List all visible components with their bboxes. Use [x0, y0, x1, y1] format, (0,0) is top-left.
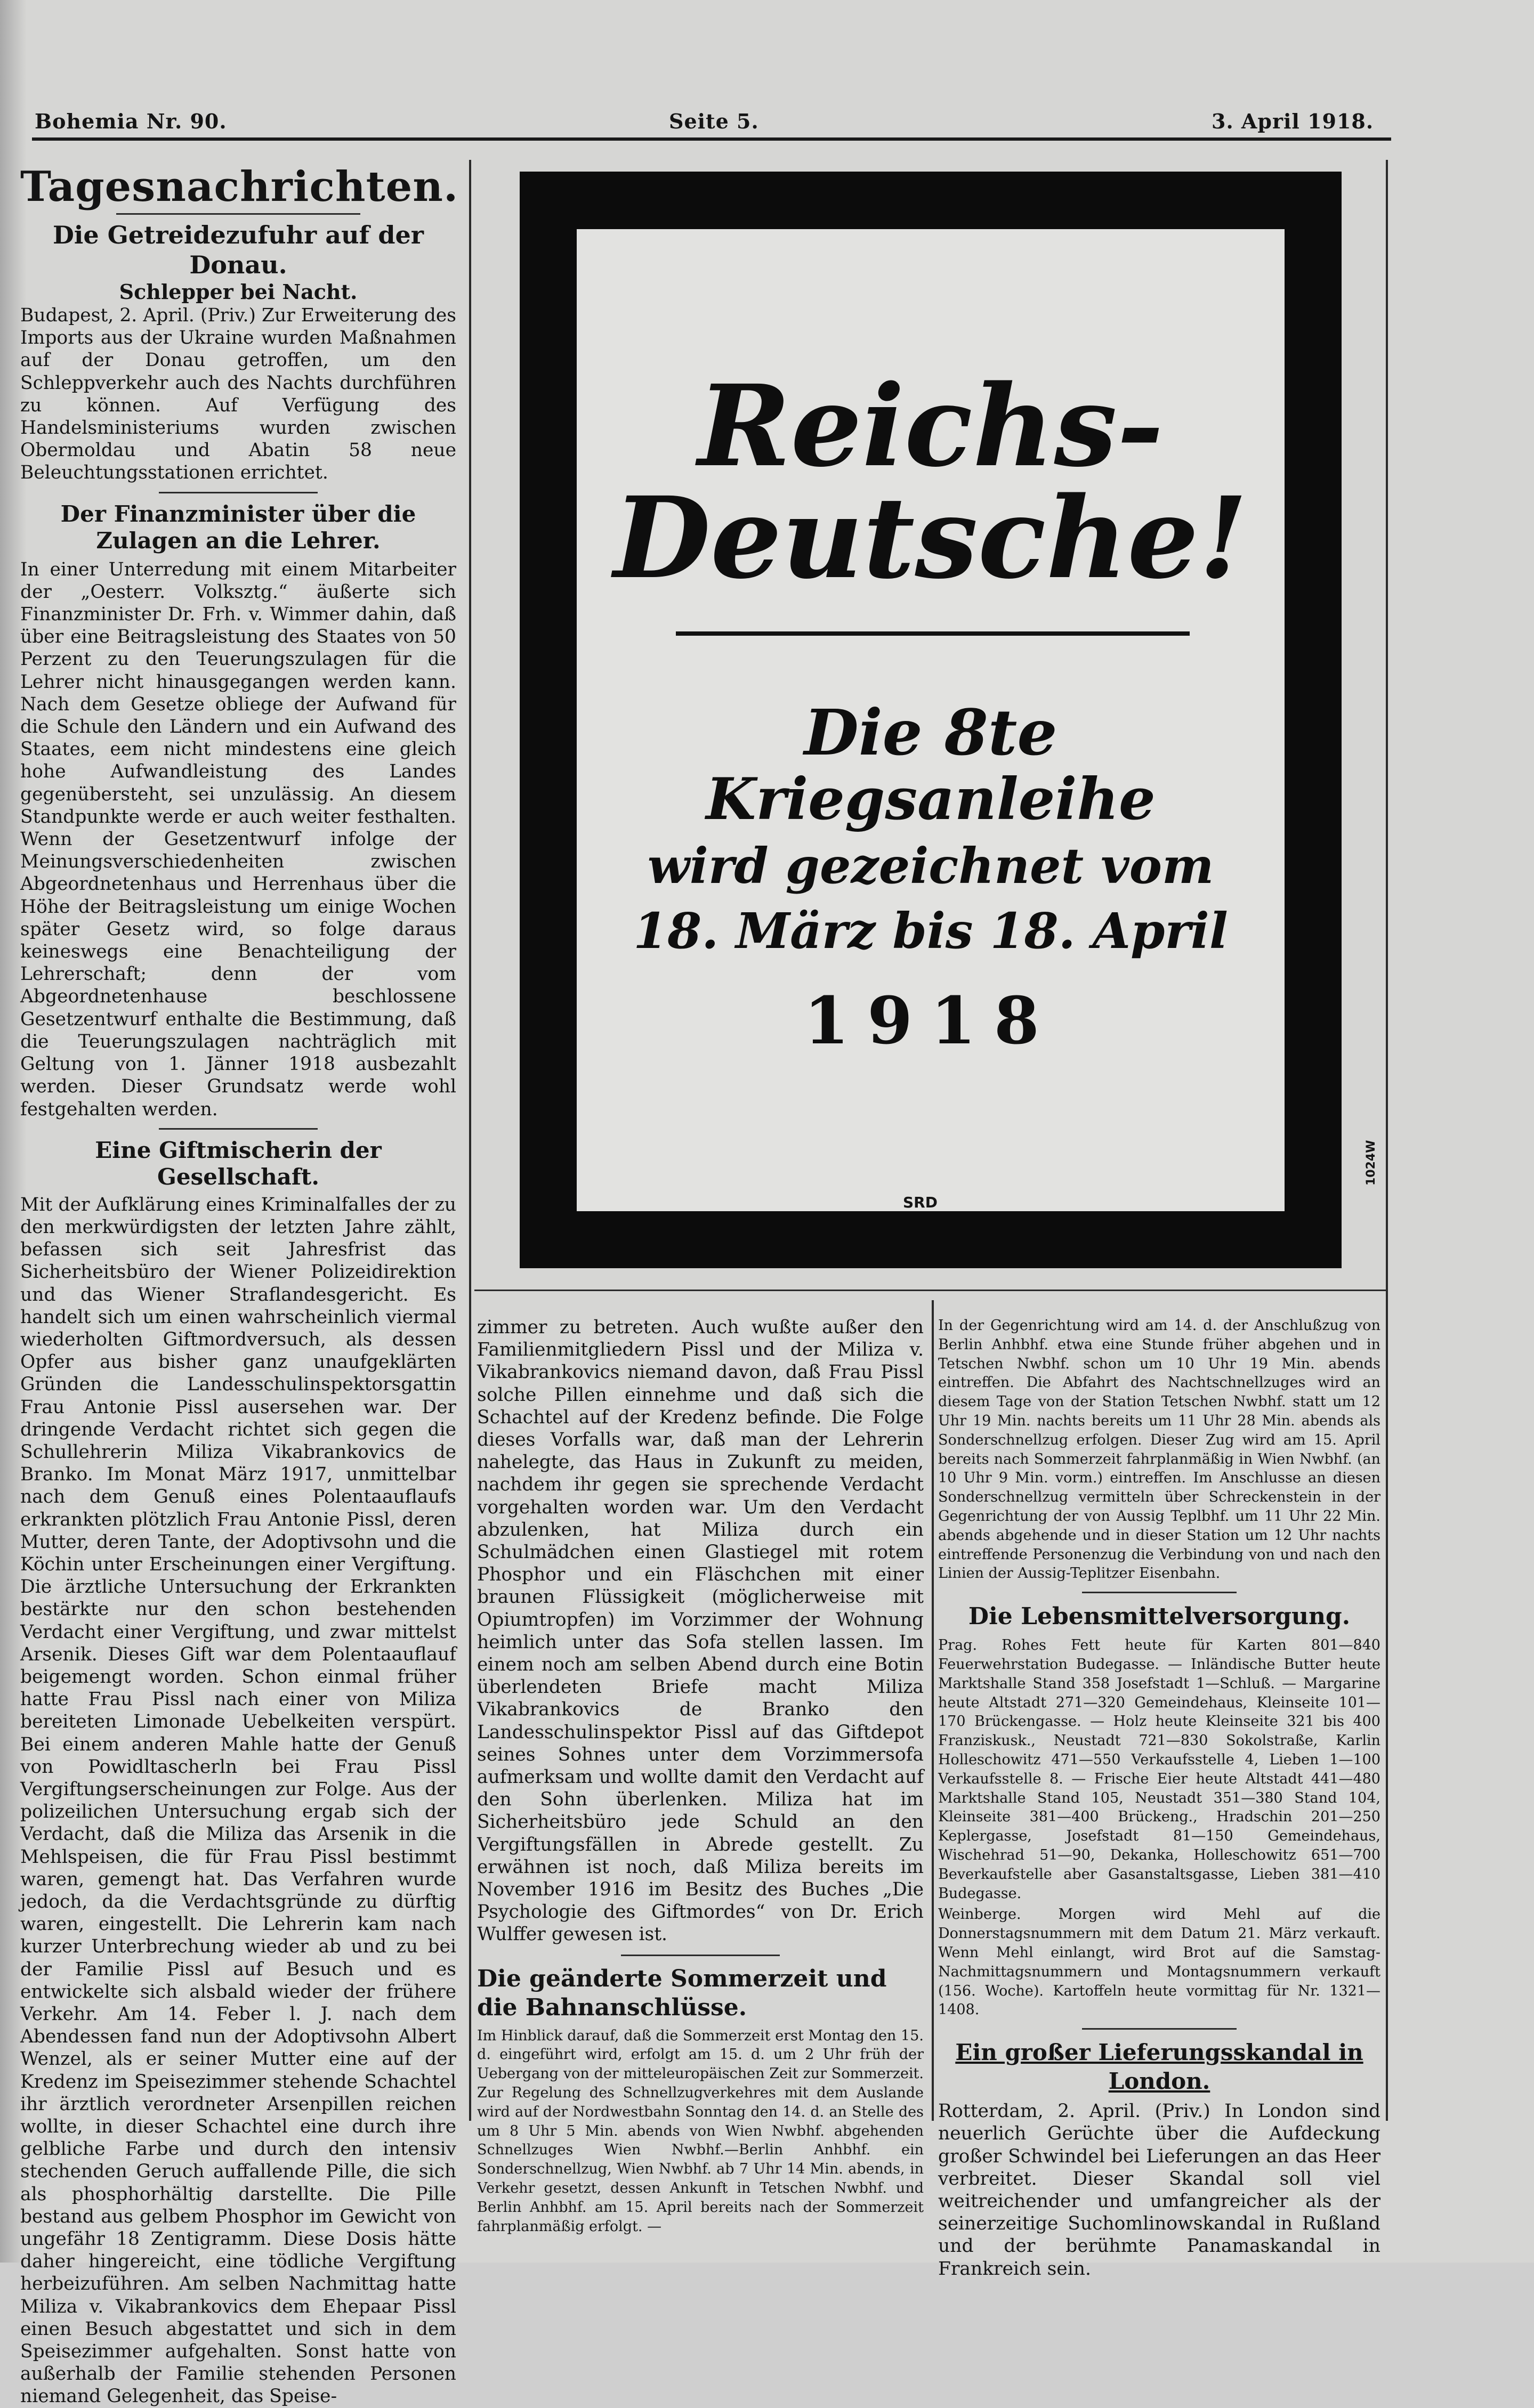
ad-line-3: Die 8te [804, 695, 1057, 769]
article-5-title: Die Lebensmittelversorgung. [968, 1603, 1351, 1631]
article-rule [159, 492, 318, 493]
article-3-body: Mit der Aufklärung eines Kriminalfalles der zu den merkwürdigsten der letzten Jahre zählt, befassen sich seit Jahresfrist das Sicherheitsbüro der Wiener Polizeidirektion und das Wiener Straflandesgericht. Es handelt sich um einen wahrscheinlich viermal wiederholten Giftmordversuch, als dessen Opfer aus bisher ganz unaufgeklärten Gründen die Landesschulinspektorsgattin Frau Antonie Pissl ausersehen war. Der dringende Verdacht richtet sich gegen die Schullehrerin Miliza Vikabrankovics de Branko. Im Monat März 1917, unmittelbar nach dem Genuß eines Polentaauflaufs erkrankten plötzlich Frau Antonie Pissl, deren Mutter, deren Tante, der Adoptivsohn und die Köchin unter Erscheinungen einer Vergiftung. Die ärztliche Untersuchung der Erkrankten bestärkte nur den schon bestehenden Verdacht einer Vergiftung, und zwar mittelst Arsenik. Dieses Gift war dem Polentaauflauf beigemengt worden. Schon einmal früher hatte Frau Pissl nach einer von Miliza bereiteten Limonade Uebelkeiten verspürt. Bei einem anderen Mahle hatte der Genuß von Powidltascherln bei Frau Pissl Vergiftungserscheinungen zur Folge. Aus der polizeilichen Untersuchung ergab sich der Verdacht, daß die Miliza das Arsenik in die Mehlspeisen, die für Frau Pissl bestimmt waren, gemengt hat. Das Verfahren wurde jedoch, da die Verdachtsgründe zu dürftig waren, eingestellt. Die Lehrerin kam nach kurzer Unterbrechung wieder ab und zu bei der Familie Pissl auf Besuch und es entwickelte sich alsbald wieder der frühere Verkehr. Am 14. Feber l. J. nach dem Abendessen fand nun der Adoptivsohn Albert Wenzel, als er seiner Mutter eine auf der Kredenz im Speisezimmer stehende Schachtel ihr ärztlich verordneter Arsenpillen reichen wollte, in dieser Schachtel eine durch ihre gelbliche Farbe und durch den intensiv stechenden Geruch auffallende Pille, die sich als phosphorhältig darstellte. Die Pille bestand aus gelbem Phosphor im Gewicht von ungefähr 18 Zentigramm. Diese Dosis hätte daher hingereicht, eine tödliche Vergiftung herbeizuführen. Am selben Nachmittag hatte Miliza v. Vikabrankovics dem Ehepaar Pissl einen Besuch abgestattet und sich in dem Speisezimmer aufgehalten. Sonst hatte von außerhalb der Familie stehenden Personen niemand Gelegenheit, das Speise- [20, 1194, 456, 2407]
ad-line-6: 18. März bis 18. April [633, 902, 1228, 960]
article-6-body: Rotterdam, 2. April. (Priv.) In London sind neuerlich Gerüchte über die Aufdeckung großer Schwindel bei Lieferungen an das Heer verbreitet. Dieser Skandal soll viel weitreichender und umfangreicher als der seinerzeitige Suchomlinowskandal in Rußland und der berühmte Panamaskandal in Frankreich sein. [938, 2101, 1380, 2280]
article-3-title: Eine Giftmischerin der Gesellschaft. [95, 1137, 382, 1190]
header-date: 3. April 1918. [1212, 109, 1374, 133]
ad-line-5: wird gezeichnet vom [647, 837, 1214, 895]
article-5-weinberge: Weinberge. Morgen wird Mehl auf die Donnerstagsnummern mit dem Datum 21. März verkauft. Wenn Mehl einlangt, wird Brot auf die Samstag-Nachmittagsnummern und Montagsnummern verkauft (156. Woche). Kartoffeln heute vormittag für Nr. 1321—1408. [938, 1906, 1380, 2018]
header-rule [32, 137, 1391, 141]
column-rule-1 [469, 160, 471, 2121]
column-rule-right [1386, 160, 1388, 2121]
article-4-body: Im Hinblick darauf, daß die Sommerzeit erst Montag den 15. d. eingeführt wird, erfolgt am 15. d. um 2 Uhr früh der Uebergang von der mitteleuropäischen Zeit zur Sommerzeit. Zur Regelung des Schnellzugverkehres mit dem Auslande wird auf der Nordwestbahn Sonntag den 14. d. an Stelle des um 8 Uhr 5 Min. abends von Wien Nwbhf. abgehenden Schnellzuges Wien Nwbhf.—Berlin Anhbhf. ein Sonderschnellzug, Wien Nwbhf. ab 7 Uhr 14 Min. abends, in Verkehr gesetzt, dessen Ankunft in Tetschen Nwbhf. und Berlin Anhbhf. am 15. April bereits nach der Sommerzeit fahrplanmäßig erfolgt. — [477, 2027, 924, 2235]
column-3 [938, 1316, 1380, 2280]
article-rule [1082, 2028, 1237, 2030]
column-rule-2 [932, 1300, 934, 2121]
article-4-continued: In der Gegenrichtung wird am 14. d. der Anschlußzug von Berlin Anhbhf. etwa eine Stunde früher abgehen und in Tetschen Nwbhf. schon um 10 Uhr 19 Min. abends eintreffen. Die Abfahrt des Nachtschnellzuges wird an diesem Tage von der Station Tetschen Nwbhf. statt um 12 Uhr 19 Min. nachts bereits um 11 Uhr 28 Min. abends als Sonderschnellzug erfolgen. Dieser Zug wird am 15. April bereits nach Sommerzeit fahrplanmäßig in Wien Nwbhf. (an 10 Uhr 9 Min. vorm.) eintreffen. Im Anschlusse an diesen Sonderschnellzug vermitteln über Schreckenstein in der Gegenrichtung der von Aussig Teplbhf. um 11 Uhr 22 Min. abends abgehende und in dieser Station um 12 Uhr nachts eintreffende Personenzug die Verbindung von und nach den Linien der Aussig-Teplitzer Eisenbahn. [938, 1317, 1380, 1582]
article-1-subtitle: Schlepper bei Nacht. [119, 280, 358, 304]
department-rule [116, 213, 360, 215]
ad-headline-1: Reichs- [698, 360, 1164, 492]
article-1-title: Die Getreidezufuhr auf der Donau. [52, 221, 424, 279]
article-5-body: Prag. Rohes Fett heute für Karten 801—840 Feuerwehrstation Budegasse. — Inländische Butter heute Marktshalle Stand 358 Josefstadt 1—Schluß. — Margarine heute Altstadt 271—320 Gemeindehaus, Kleinseite 101—170 Brückengasse. — Holz heute Kleinseite 321 bis 400 Franziskusk., Neustadt 721—830 Sokolstraße, Karlin Holleschowitz 471—550 Verkaufsstelle 4, Lieben 1—100 Verkaufsstelle 8. — Frische Eier heute Altstadt 441—480 Marktshalle Stand 105, Neustadt 351—380 Stand 104, Kleinseite 381—400 Brückeng., Hradschin 201—250 Keplergasse, Josefstadt 81—150 Gemeindehaus, Wischehrad 51—90, Dekanka, Holleschowitz 651—700 Beverkaufstelle aber Gasanstaltsgasse, Lieben 381—410 Budegasse. [938, 1637, 1380, 1902]
page-header [35, 109, 1388, 139]
header-publication: Bohemia Nr. 90. [35, 109, 227, 133]
ad-printer-mark: SRD [903, 1194, 938, 1211]
department-heading: Tagesnachrichten. [20, 163, 459, 211]
article-rule [621, 1955, 780, 1956]
article-1-body: Budapest, 2. April. (Priv.) Zur Erweiterung des Imports aus der Ukraine wurden Maßnahmen auf der Donau getroffen, um den Schleppverkehr auch des Nachts durchführen zu können. Auf Verfügung des Handelsministeriums wurden zwischen Obermoldau und Abatin 58 neue Beleuchtungsstationen errichtet. [20, 305, 456, 484]
ad-headline-2: Deutsche! [613, 472, 1248, 604]
article-4-title: Die geänderte Sommerzeit und die Bahnanschlüsse. [477, 1965, 887, 2021]
article-rule [1082, 1592, 1237, 1593]
article-rule [159, 1128, 318, 1130]
ad-bottom-rule [474, 1290, 1386, 1291]
article-2-title: Der Finanzminister über die Zulagen an die Lehrer. [60, 500, 416, 554]
ad-divider [676, 631, 1190, 636]
article-3-continued: zimmer zu betreten. Auch wußte außer den Familienmitgliedern Pissl und der Miliza v. Vikabrankovics niemand davon, daß Frau Pissl solche Pillen einnehme und daß sich die Schachtel auf der Kredenz befinde. Die Folge dieses Vorfalls war, daß man der Lehrerin nahelegte, das Haus in Zukunft zu meiden, nachdem ihr gegen sie sprechende Verdacht vorgehalten worden war. Um den Verdacht abzulenken, hat Miliza durch ein Schulmädchen einen Glastiegel mit rotem Phosphor und ein Fläschchen mit einer braunen Flüssigkeit (möglicherweise mit Opiumtropfen) im Vorzimmer der Wohnung heimlich unter das Sofa stellen lassen. Im einem noch am selben Abend durch eine Botin überlendeten Briefe macht Miliza Vikabrankovics de Branko den Landesschulinspektor Pissl auf das Giftdepot seines Sohnes unter dem Vorzimmersofa aufmerksam und wollte damit den Verdacht auf den Sohn überlenken. Miliza hat im Sicherheitsbüro jede Schuld an den Vergiftungsfällen in Abrede gestellt. Zu erwähnen ist noch, daß Miliza bereits im November 1916 im Besitz des Buches „Die Psychologie des Giftmordes“ von Dr. Erich Wulffer gewesen ist. [477, 1317, 924, 1945]
ad-line-4: Kriegsanleihe [706, 766, 1156, 833]
advertisement [577, 229, 1285, 1211]
ad-side-mark: 1024W [1365, 1140, 1378, 1186]
header-page-number: Seite 5. [669, 109, 759, 133]
column-2 [477, 1316, 924, 2236]
ad-year: 1918 [804, 982, 1057, 1059]
article-2-body: In einer Unterredung mit einem Mitarbeiter der „Oesterr. Volksztg.“ äußerte sich Finanzminister Dr. Frh. v. Wimmer dahin, daß über eine Beitragsleistung des Staates von 50 Perzent zu den Teuerungszulagen für die Lehrer nicht hinausgegangen werden kann. Nach dem Gesetze obliege der Aufwand für die Schule den Ländern und ein Aufwand des Staates, eem nicht mindestens eine gleich hohe Aufwandleistung des Landes gegenübersteht, sei unzulässig. An diesem Standpunkte werde er auch weiter festhalten. Wenn der Gesetzentwurf infolge der Meinungsverschiedenheiten zwischen Abgeordnetenhaus und Herrenhaus über die Höhe der Beitragsleistung um einige Wochen später Gesetz wird, so folge daraus keineswegs eine Benachteiligung der Lehrerschaft; denn der vom Abgeordnetenhause beschlossene Gesetzentwurf enthalte die Bestimmung, daß die Teuerungszulagen nachträglich mit Geltung von 1. Jänner 1918 ausbezahlt werden. Dieser Grundsatz werde wohl festgehalten werden. [20, 558, 456, 1120]
column-1 [20, 163, 459, 2408]
article-6-title: Ein großer Lieferungsskandal in London. [955, 2039, 1363, 2095]
